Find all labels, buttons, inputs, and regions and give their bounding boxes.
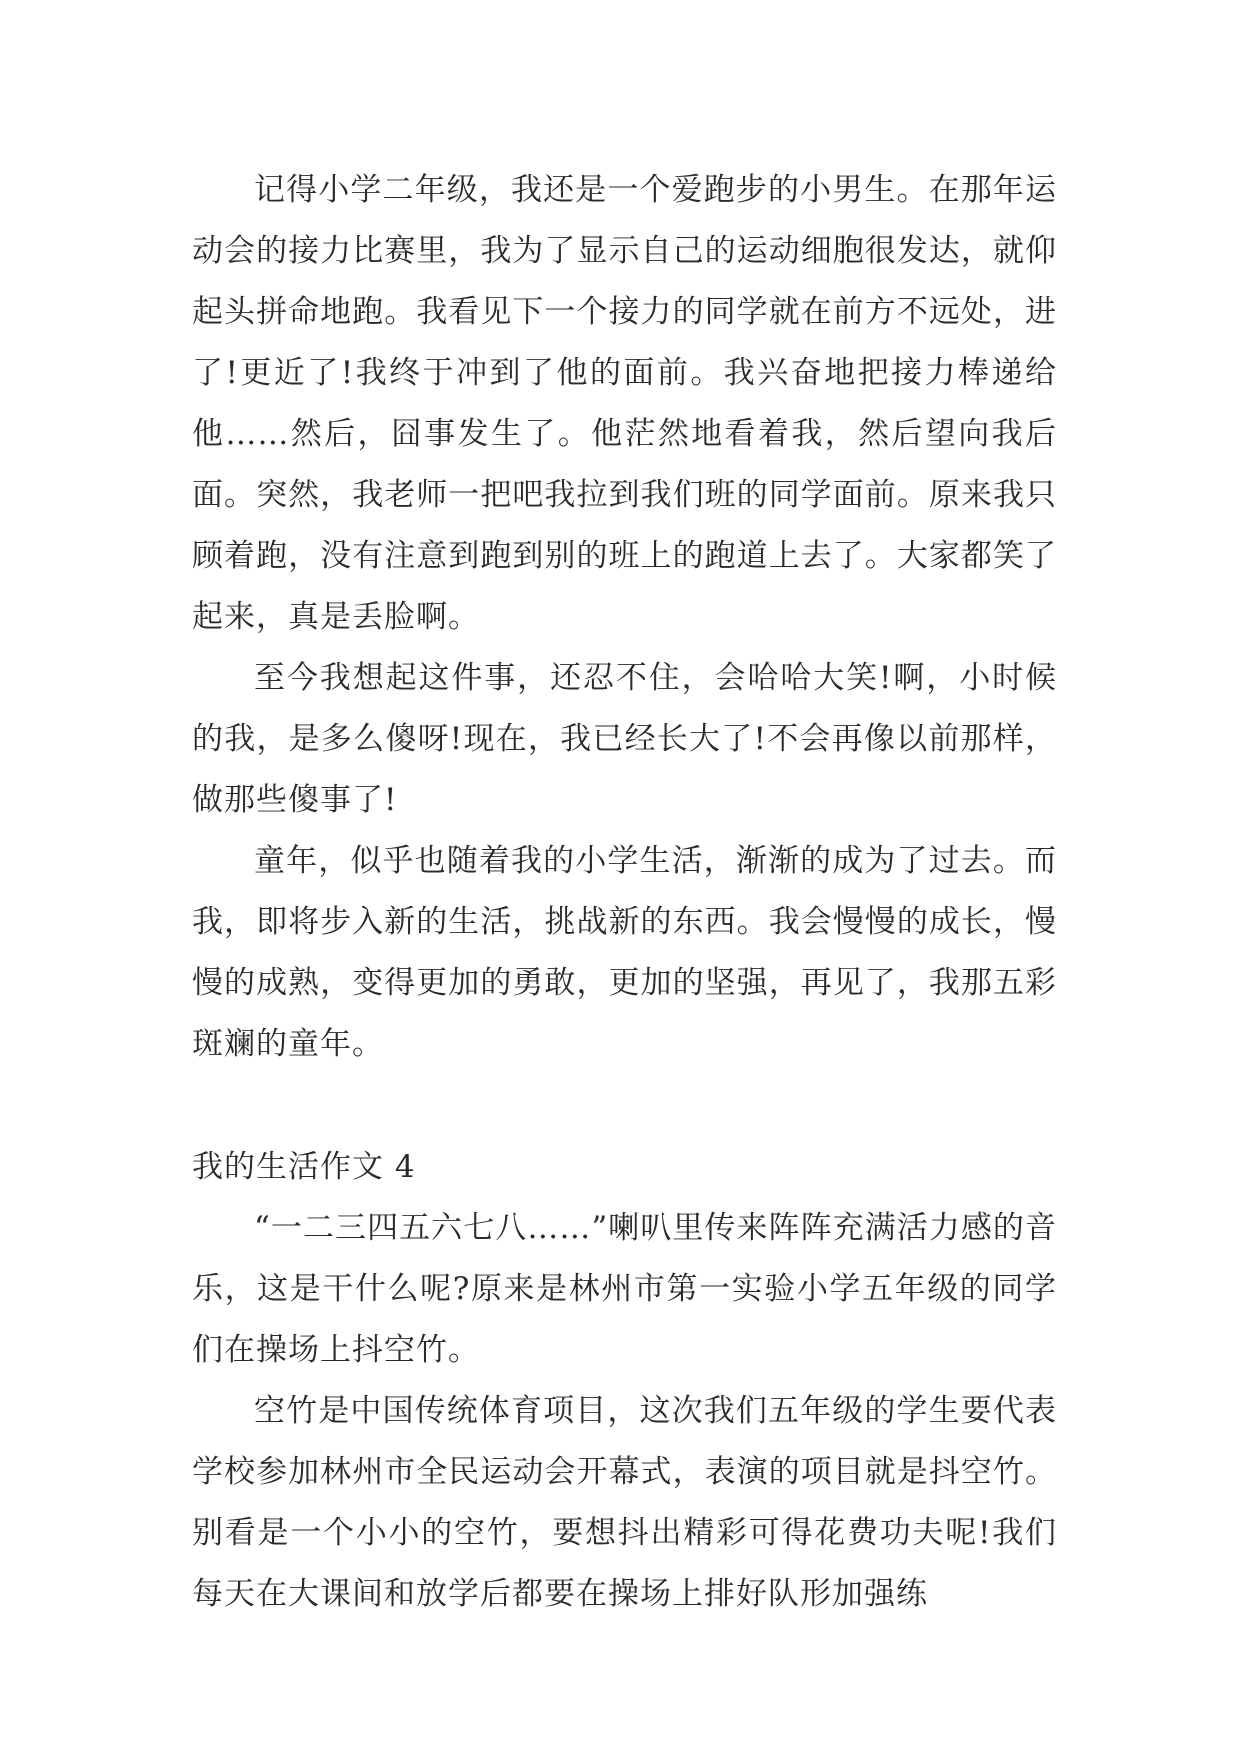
paragraph-farewell-childhood: 童年，似乎也随着我的小学生活，渐渐的成为了过去。而我，即将步入新的生活，挑战新的东西。我会慢慢的成长，慢慢的成熟，变得更加的勇敢，更加的坚强，再见了，我那五彩斑斓的童年。: [192, 843, 1057, 1062]
section-spacer: [192, 1075, 1057, 1137]
paragraph-relay-race: 记得小学二年级，我还是一个爱跑步的小男生。在那年运动会的接力比赛里，我为了显示自己的运动细胞很发达，就仰起头拼命地跑。我看见下一个接力的同学就在前方不远处，进了!更近了!我终于冲到了他的面前。我兴奋地把接力棒递给他……然后，囧事发生了。他茫然地看着我，然后望向我后面。突然，我老师一把吧我拉到我们班的同学面前。原来我只顾着跑，没有注意到跑到别的班上的跑道上去了。大家都笑了起来，真是丢脸啊。: [192, 172, 1057, 635]
document-body: [192, 160, 1057, 1625]
paragraph-diabolo: 空竹是中国传统体育项目，这次我们五年级的学生要代表学校参加林州市全民运动会开幕式，表演的项目就是抖空竹。别看是一个小小的空竹，要想抖出精彩可得花费功夫呢!我们每天在大课间和放学后都要在操场上排好队形加强练: [192, 1393, 1057, 1612]
section-title: 我的生活作文 4: [192, 1149, 416, 1185]
paragraph-music-intro: “一二三四五六七八……”喇叭里传来阵阵充满活力感的音乐，这是干什么呢?原来是林州市第一实验小学五年级的同学们在操场上抖空竹。: [192, 1210, 1057, 1368]
paragraph-recollection: 至今我想起这件事，还忍不住，会哈哈大笑!啊，小时候的我，是多么傻呀!现在，我已经长大了!不会再像以前那样，做那些傻事了!: [192, 660, 1057, 818]
